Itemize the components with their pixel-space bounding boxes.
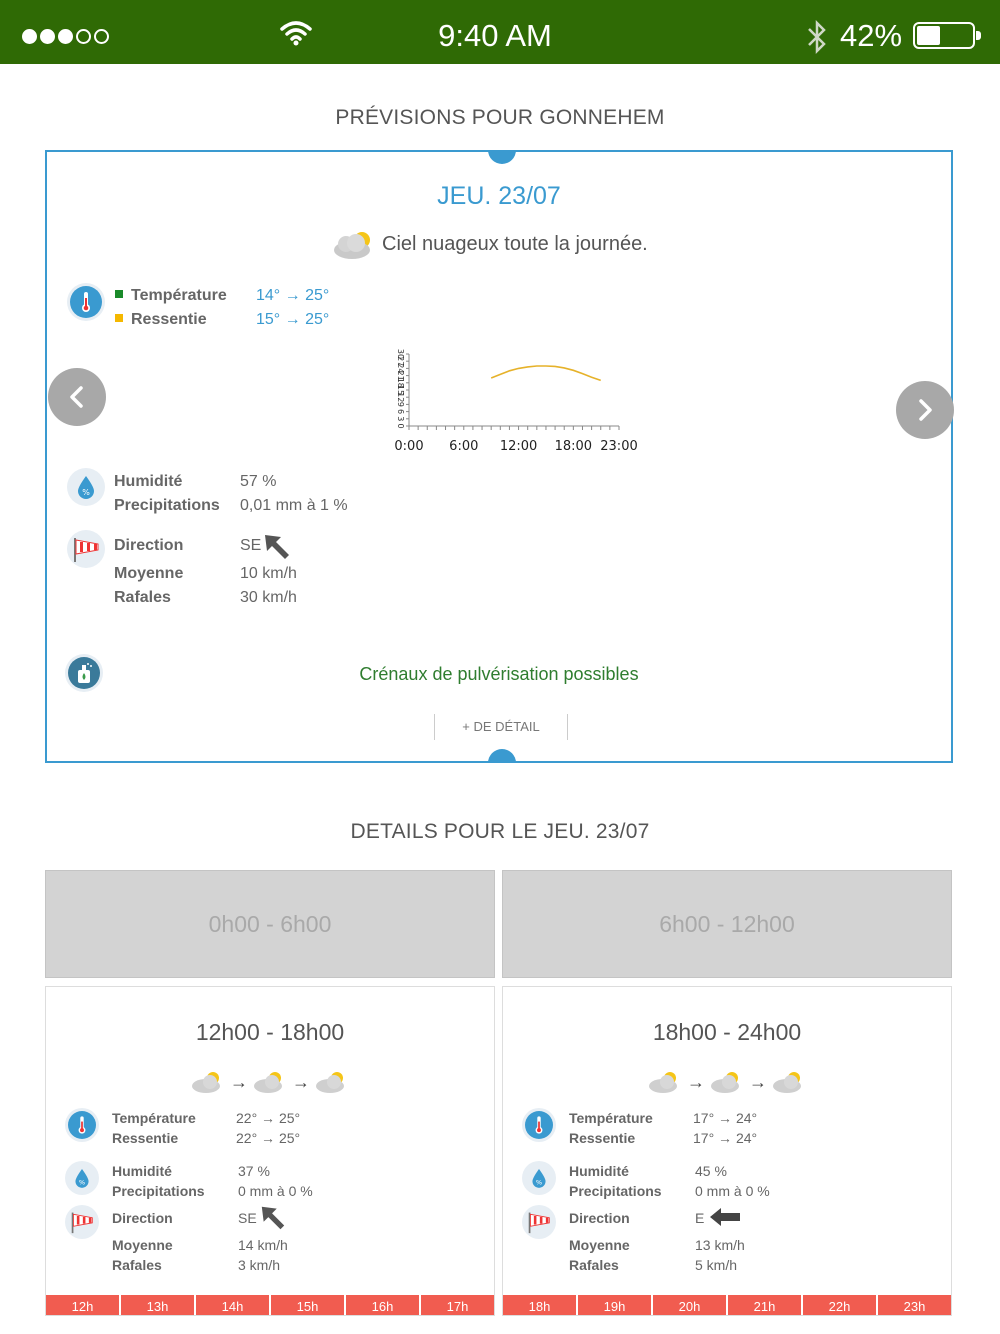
forecast-card xyxy=(45,150,953,763)
felt-label: Ressentie xyxy=(115,311,207,329)
x-tick-label: 6:00 xyxy=(449,439,479,454)
slot-title: 18h00 - 24h00 xyxy=(652,1019,802,1045)
gusts-label: Rafales xyxy=(569,1257,619,1273)
hour-cell[interactable]: 21h xyxy=(728,1295,803,1315)
direction-value: SE xyxy=(240,537,262,554)
slot-12-18-card xyxy=(45,986,495,1316)
y-tick-label: 30 xyxy=(396,348,405,360)
average-value: 13 km/h xyxy=(695,1237,745,1253)
precip-label: Precipitations xyxy=(569,1183,662,1199)
y-tick-label: 21 xyxy=(396,370,405,381)
temperature-series-line xyxy=(491,366,601,380)
direction-value: E xyxy=(695,1210,705,1226)
x-tick-label: 12:00 xyxy=(499,439,538,454)
humidity-value: 45 % xyxy=(695,1163,727,1179)
thermometer-icon xyxy=(522,1108,556,1142)
x-tick-label: 18:00 xyxy=(554,439,593,454)
gusts-value: 3 km/h xyxy=(238,1257,281,1273)
y-tick-label: 12 xyxy=(396,392,405,403)
humidity-value: 37 % xyxy=(238,1163,270,1179)
spray-window-text: Crénaux de pulvérisation possibles xyxy=(359,664,639,684)
y-tick-label: 9 xyxy=(396,401,405,407)
slot-0-6-button[interactable]: 0h00 - 6h00 xyxy=(45,870,495,978)
precip-value: 0 mm à 0 % xyxy=(238,1183,313,1199)
hour-strip xyxy=(503,1295,951,1315)
y-tick-label: 6 xyxy=(396,409,405,415)
weather-sequence: → → xyxy=(46,1070,494,1094)
wind-direction-arrow-icon xyxy=(259,1204,287,1232)
card-bottom-notch xyxy=(488,749,516,763)
temperature-value: 14° → 25° xyxy=(256,287,330,304)
gusts-value: 30 km/h xyxy=(240,589,297,606)
chevron-left-icon xyxy=(67,385,87,409)
humidity-icon xyxy=(65,1161,99,1195)
humidity-icon xyxy=(522,1161,556,1195)
svg-text:%: % xyxy=(535,1178,543,1187)
status-time: 9:40 AM xyxy=(438,18,552,53)
temperature-label: Température xyxy=(112,1110,196,1126)
weather-summary xyxy=(332,228,648,260)
battery-percent: 42% xyxy=(840,18,903,53)
chevron-right-icon xyxy=(915,398,935,422)
felt-value: 22° → 25° xyxy=(236,1130,301,1146)
temperature-chart xyxy=(377,348,638,454)
humidity-label: Humidité xyxy=(114,473,183,490)
average-label: Moyenne xyxy=(112,1237,173,1253)
weather-sequence: → → xyxy=(503,1070,951,1094)
hour-cell[interactable]: 13h xyxy=(121,1295,196,1315)
svg-text:%: % xyxy=(82,488,90,497)
partly-cloudy-icon xyxy=(647,1070,683,1094)
partly-cloudy-icon xyxy=(314,1070,350,1094)
thermometer-icon xyxy=(65,1108,99,1142)
humidity-icon xyxy=(67,468,105,506)
svg-text:%: % xyxy=(78,1178,86,1187)
previous-day-button[interactable] xyxy=(48,368,106,426)
direction-label: Direction xyxy=(112,1210,173,1226)
bluetooth-icon xyxy=(806,20,828,54)
y-tick-label: 0 xyxy=(396,423,405,429)
y-tick-label: 15 xyxy=(396,384,405,396)
hour-cell[interactable]: 17h xyxy=(446,1299,469,1314)
hour-cell[interactable]: 14h xyxy=(196,1295,271,1315)
felt-value: 17° → 24° xyxy=(693,1130,758,1146)
felt-value: 15° → 25° xyxy=(256,311,330,328)
temperature-value: 22° → 25° xyxy=(236,1110,301,1126)
windsock-icon xyxy=(522,1205,556,1239)
gusts-label: Rafales xyxy=(112,1257,162,1273)
humidity-label: Humidité xyxy=(569,1163,629,1179)
details-title: DETAILS POUR LE JEU. 23/07 xyxy=(350,820,650,843)
thermometer-icon xyxy=(67,283,105,321)
felt-label: Ressentie xyxy=(112,1130,179,1146)
y-tick-label: 18 xyxy=(396,377,405,388)
forecast-day: JEU. 23/07 xyxy=(437,182,561,210)
humidity-value: 57 % xyxy=(240,473,277,490)
status-bar xyxy=(0,0,1000,64)
precip-value: 0,01 mm à 1 % xyxy=(240,497,348,514)
average-value: 14 km/h xyxy=(238,1237,288,1253)
partly-cloudy-icon xyxy=(332,228,376,260)
hour-cell[interactable]: 23h xyxy=(903,1299,926,1314)
partly-cloudy-icon xyxy=(190,1070,226,1094)
card-top-notch xyxy=(488,150,516,164)
felt-label: Ressentie xyxy=(569,1130,636,1146)
battery-icon xyxy=(913,22,975,49)
precip-value: 0 mm à 0 % xyxy=(695,1183,770,1199)
x-tick-label: 23:00 xyxy=(600,439,638,454)
slot-6-12-button[interactable]: 6h00 - 12h00 xyxy=(502,870,952,978)
hour-cell[interactable]: 22h xyxy=(803,1295,878,1315)
slot-title: 12h00 - 18h00 xyxy=(195,1019,345,1045)
precip-label: Precipitations xyxy=(112,1183,205,1199)
partly-cloudy-icon xyxy=(771,1070,807,1094)
hour-cell[interactable]: 19h xyxy=(578,1295,653,1315)
summary-text: Ciel nuageux toute la journée. xyxy=(382,232,648,255)
direction-label: Direction xyxy=(114,537,184,554)
average-label: Moyenne xyxy=(114,565,184,582)
y-tick-label: 24 xyxy=(396,363,405,374)
wind-direction-arrow-icon xyxy=(262,532,292,562)
forecast-title: PRÉVISIONS POUR GONNEHEM xyxy=(335,106,665,129)
windsock-icon xyxy=(67,530,105,568)
slot-18-24-card xyxy=(502,986,952,1316)
average-value: 10 km/h xyxy=(240,565,297,582)
partly-cloudy-icon xyxy=(252,1070,288,1094)
hour-cell[interactable]: 16h xyxy=(346,1295,421,1315)
precip-label: Precipitations xyxy=(114,497,220,514)
temperature-label: Température xyxy=(115,287,227,305)
hour-cell[interactable]: 15h xyxy=(271,1295,346,1315)
hour-cell[interactable]: 18h xyxy=(503,1295,578,1315)
temperature-value: 17° → 24° xyxy=(693,1110,758,1126)
gusts-value: 5 km/h xyxy=(695,1257,738,1273)
x-tick-label: 0:00 xyxy=(394,439,424,454)
hour-cell[interactable]: 12h xyxy=(46,1295,121,1315)
windsock-icon xyxy=(65,1205,99,1239)
direction-value: SE xyxy=(238,1210,257,1226)
average-label: Moyenne xyxy=(569,1237,630,1253)
y-tick-label: 3 xyxy=(396,416,405,422)
direction-label: Direction xyxy=(569,1210,630,1226)
temperature-label: Température xyxy=(569,1110,653,1126)
hour-cell[interactable]: 20h xyxy=(653,1295,728,1315)
next-day-button[interactable] xyxy=(896,381,954,439)
y-tick-label: 27 xyxy=(396,356,405,367)
partly-cloudy-icon xyxy=(709,1070,745,1094)
wind-direction-arrow-icon xyxy=(708,1206,742,1228)
gusts-label: Rafales xyxy=(114,589,171,606)
humidity-label: Humidité xyxy=(112,1163,172,1179)
more-detail-button[interactable]: + DE DÉTAIL xyxy=(434,714,568,740)
hour-strip xyxy=(46,1295,494,1315)
